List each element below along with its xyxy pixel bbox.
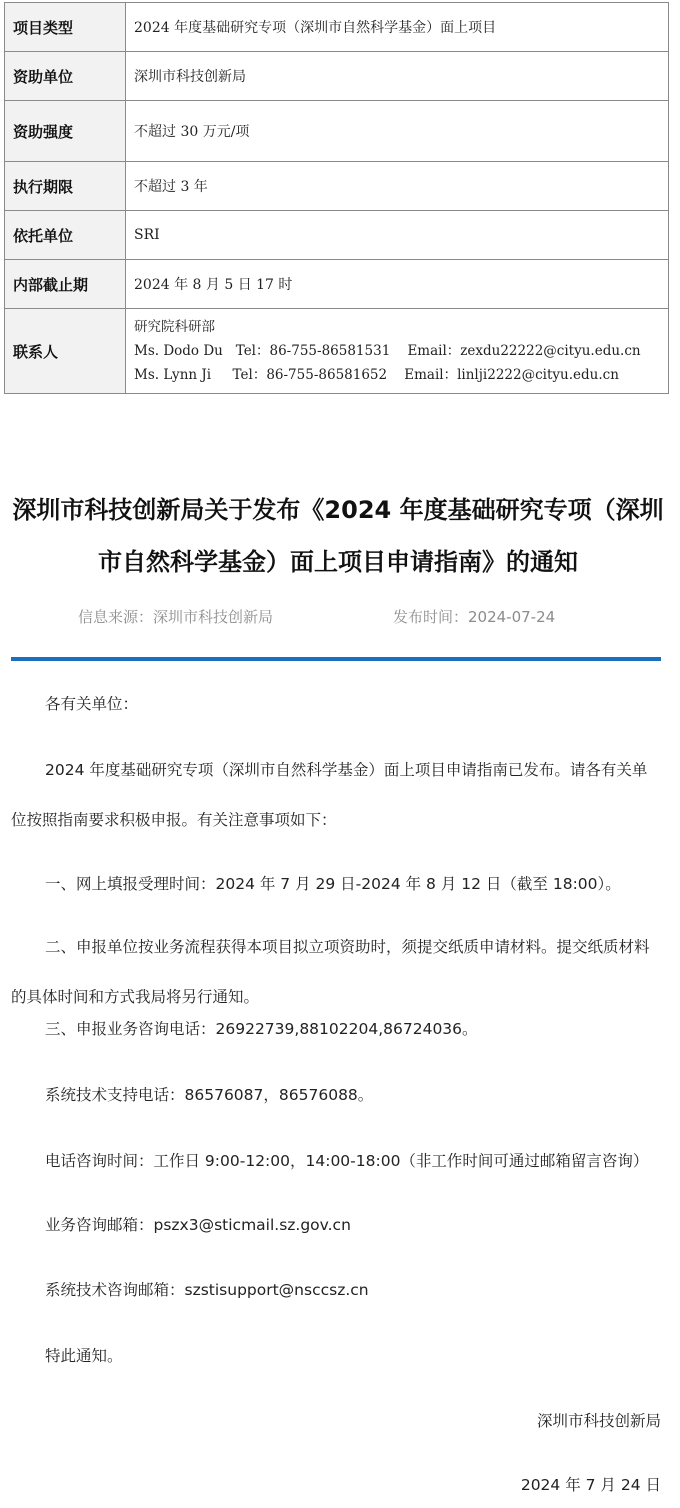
signature: 深圳市科技创新局 [536, 1412, 661, 1430]
table-row [5, 309, 669, 394]
contact-person-2: Ms. Lynn Ji Tel：86-755-86581652 Email：linlji2222@cityu.edu.cn [134, 367, 619, 383]
row-value-internal-deadline: 2024 年 8 月 5 日 17 时 [126, 260, 669, 309]
item-1: 一、网上填报受理时间：2024 年 7 月 29 日-2024 年 8 月 12 日（截至 18:00）。 [45, 875, 621, 893]
publish-time: 发布时间：2024-07-24 [393, 608, 556, 626]
row-key-project-type: 项目类型 [5, 3, 126, 52]
table-row [5, 3, 669, 52]
notice-title: 深圳市科技创新局关于发布《2024 年度基础研究专项（深圳市自然科学基金）面上项目申请指南》的通知 [12, 496, 664, 576]
row-value-host-unit: SRI [126, 211, 669, 260]
consult-hours: 电话咨询时间：工作日 9:00-12:00，14:00-18:00（非工作时间可通过邮箱留言咨询） [45, 1152, 649, 1170]
row-key-funding-amount: 资助强度 [5, 101, 126, 162]
signature-date: 2024 年 7 月 24 日 [520, 1476, 661, 1494]
table-row [5, 162, 669, 211]
row-key-host-unit: 依托单位 [5, 211, 126, 260]
closing: 特此通知。 [45, 1347, 123, 1365]
row-key-duration: 执行期限 [5, 162, 126, 211]
table-row [5, 260, 669, 309]
intro-paragraph: 2024 年度基础研究专项（深圳市自然科学基金）面上项目申请指南已发布。请各有关单位按照指南要求积极申报。有关注意事项如下： [11, 761, 648, 829]
row-value-contact [126, 309, 669, 394]
row-value-duration: 不超过 3 年 [126, 162, 669, 211]
item-3: 三、申报业务咨询电话：26922739,88102204,86724036。 [45, 1020, 478, 1038]
contact-dept: 研究院科研部 [134, 319, 215, 335]
row-value-funding-amount: 不超过 30 万元/项 [126, 101, 669, 162]
row-value-funder: 深圳市科技创新局 [126, 52, 669, 101]
row-key-contact: 联系人 [5, 309, 126, 394]
item-2: 二、申报单位按业务流程获得本项目拟立项资助时，须提交纸质申请材料。提交纸质材料的具体时间和方式我局将另行通知。 [11, 938, 650, 1006]
info-source: 信息来源：深圳市科技创新局 [78, 608, 274, 626]
row-key-funder: 资助单位 [5, 52, 126, 101]
business-email: 业务咨询邮箱：pszx3@sticmail.sz.gov.cn [45, 1216, 351, 1234]
row-key-internal-deadline: 内部截止期 [5, 260, 126, 309]
table-row [5, 101, 669, 162]
tech-email: 系统技术咨询邮箱：szstisupport@nsccsz.cn [45, 1281, 369, 1299]
table-row [5, 52, 669, 101]
greeting: 各有关单位： [45, 695, 139, 713]
tech-support-phone: 系统技术支持电话：86576087，86576088。 [45, 1086, 374, 1104]
contact-person-1: Ms. Dodo Du Tel：86-755-86581531 Email：zexdu22222@cityu.edu.cn [134, 343, 641, 359]
title-divider [11, 657, 661, 661]
project-info-table [4, 2, 669, 394]
row-value-project-type: 2024 年度基础研究专项（深圳市自然科学基金）面上项目 [126, 3, 669, 52]
table-row [5, 211, 669, 260]
